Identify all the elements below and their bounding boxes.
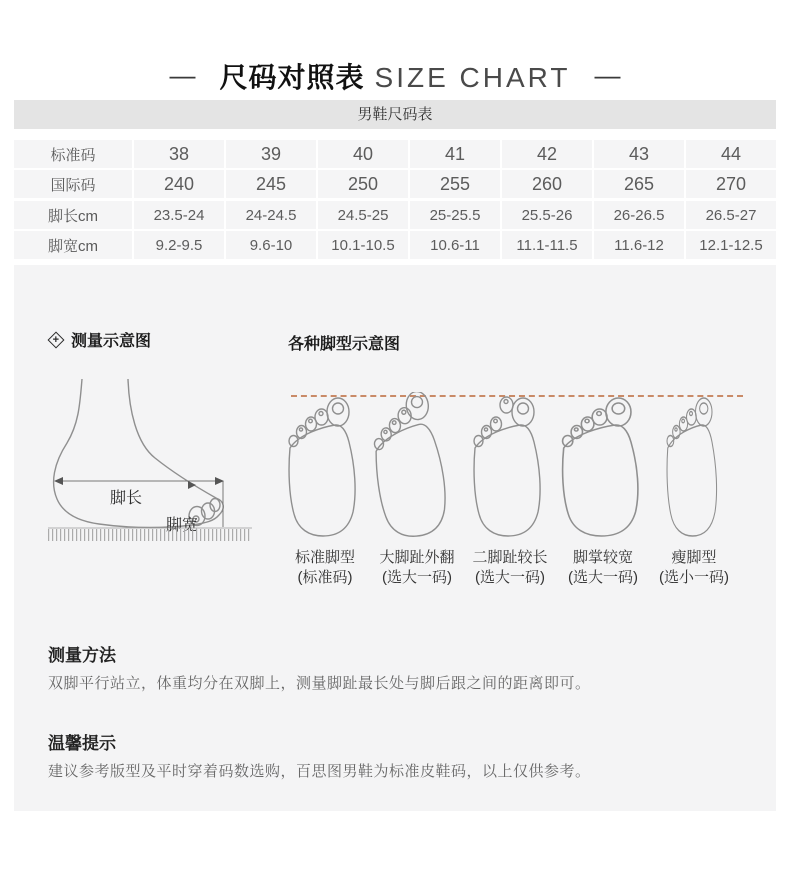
table-cell: 44 [686, 140, 776, 168]
table-cell: 11.1-11.5 [502, 231, 592, 259]
table-cell: 43 [594, 140, 684, 168]
measure-section-title [48, 328, 151, 351]
table-cell: 250 [318, 170, 408, 198]
row-label: 脚宽cm [14, 231, 132, 259]
table-cell: 42 [502, 140, 592, 168]
table-cell: 26-26.5 [594, 201, 684, 229]
table-cell: 265 [594, 170, 684, 198]
table-cell: 10.6-11 [410, 231, 500, 259]
table-cell: 26.5-27 [686, 201, 776, 229]
table-cell: 24-24.5 [226, 201, 316, 229]
tips-body: 建议参考版型及平时穿着码数选购，百思图男鞋为标准皮鞋码，以上仅供参考。 [48, 763, 591, 780]
foot-type-name: 标准脚型 [294, 549, 355, 566]
table-caption: 男鞋尺码表 [14, 100, 776, 129]
table-cell: 41 [410, 140, 500, 168]
table-cell: 9.2-9.5 [134, 231, 224, 259]
table-cell: 23.5-24 [134, 201, 224, 229]
foot-long-second-toe [474, 397, 540, 536]
table-cell: 12.1-12.5 [686, 231, 776, 259]
foot-type-label-narrow [639, 548, 749, 588]
table-cell: 9.6-10 [226, 231, 316, 259]
foot-type-note: (选大一码) [382, 569, 452, 586]
foot-length-label: 脚长 [109, 490, 143, 507]
method-title: 测量方法 [48, 646, 116, 665]
foot-type-note: (标准码) [297, 569, 353, 586]
table-cell: 260 [502, 170, 592, 198]
row-label: 国际码 [14, 170, 132, 198]
info-panel [14, 265, 776, 811]
title-dash-left: — [169, 60, 196, 90]
tips-title: 温馨提示 [48, 734, 116, 753]
foot-type-name: 二脚趾较长 [472, 549, 548, 566]
diamond-plus-icon [48, 331, 65, 348]
arrowhead-left [54, 477, 63, 485]
foot-narrow [667, 398, 717, 536]
row-label: 脚长cm [14, 201, 132, 229]
table-cell: 40 [318, 140, 408, 168]
mens-size-table [14, 100, 776, 259]
table-cell: 270 [686, 170, 776, 198]
plus-glyph: + [52, 333, 60, 345]
table-cell: 10.1-10.5 [318, 231, 408, 259]
page-title-zh: 尺码对照表 [219, 62, 365, 93]
row-label: 标准码 [14, 140, 132, 168]
table-cell: 38 [134, 140, 224, 168]
table-cell: 11.6-12 [594, 231, 684, 259]
foot-wide [563, 398, 638, 536]
table-row-standard-size [14, 140, 776, 168]
table-cell: 24.5-25 [318, 201, 408, 229]
measure-section-title-text: 测量示意图 [71, 333, 152, 350]
table-cell: 245 [226, 170, 316, 198]
foot-type-note: (选大一码) [475, 569, 545, 586]
foot-type-note: (选小一码) [659, 569, 729, 586]
foot-types-diagram [284, 392, 746, 540]
foot-type-name: 瘦脚型 [671, 549, 717, 566]
width-arrowhead [188, 481, 196, 489]
table-cell: 240 [134, 170, 224, 198]
method-body: 双脚平行站立，体重均分在双脚上，测量脚趾最长处与脚后跟之间的距离即可。 [48, 675, 591, 692]
table-cell: 39 [226, 140, 316, 168]
page-title-en: SIZE CHART [374, 62, 571, 93]
table-row-intl-size [14, 170, 776, 198]
foot-standard [289, 398, 355, 536]
foot-type-name: 大脚趾外翻 [379, 549, 455, 566]
table-cell: 25-25.5 [410, 201, 500, 229]
foot-type-name: 脚掌较宽 [572, 549, 633, 566]
foot-type-note: (选大一码) [568, 569, 638, 586]
table-row-foot-width [14, 231, 776, 259]
foot-types-section-title: 各种脚型示意图 [288, 336, 401, 353]
foot-bunion [370, 392, 448, 539]
foot-measure-diagram [44, 377, 259, 547]
table-row-foot-length [14, 201, 776, 229]
title-dash-right: — [594, 60, 621, 90]
table-cell: 25.5-26 [502, 201, 592, 229]
page-title [0, 0, 790, 100]
table-cell: 255 [410, 170, 500, 198]
foot-width-label: 脚宽 [165, 517, 199, 534]
